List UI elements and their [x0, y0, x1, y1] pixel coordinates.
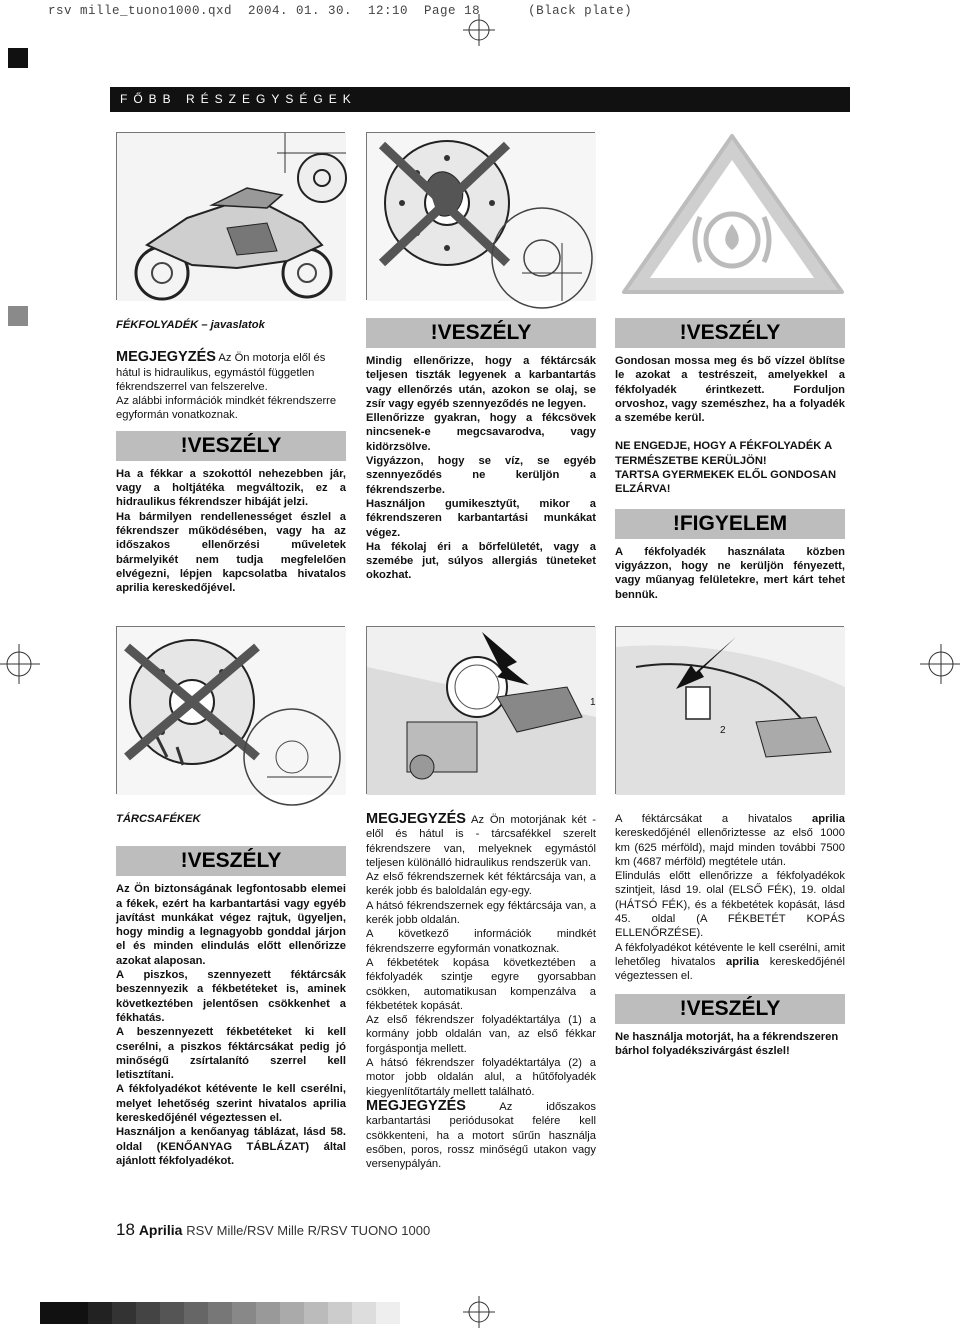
warning-banner: !VESZÉLY [116, 846, 346, 876]
text-run: A fékfolyadékot kétévente le kell cserélni, amit lehetőleg hivatalos [615, 941, 845, 968]
warning-paragraph: Ellenőrizze gyakran, hogy a fékcsövek nincsenek-e megcsavarodva, vagy kidörzsölve. [366, 412, 596, 453]
note-label: MEGJEGYZÉS [366, 1097, 466, 1114]
color-block [8, 48, 28, 68]
front-brake-reservoir-illustration [366, 626, 595, 794]
text-run: kereskedőjénél végeztessen el. [615, 955, 845, 983]
note-text-2: Az alábbi információk mindkét fékrendszerre egyformán vonatkoznak. [116, 395, 337, 422]
print-slug: rsv mille_tuono1000.qxd 2004. 01. 30. 12:10 Page 18 (Black plate) [48, 4, 633, 18]
warning-paragraph: Használjon gumikesztyűt, mikor a fékrendszeren karbantartási munkákat végez. [366, 497, 596, 539]
section-header: FŐBB RÉSZEGYSÉGEK [110, 87, 850, 112]
caution-banner: !FIGYELEM [615, 509, 845, 539]
warning-paragraph: Ne használja motorját, ha a fékrendszeren bárhol folyadékszivárgást észlel! [615, 1030, 839, 1057]
column-2-bottom [366, 812, 596, 1171]
column-1-bottom [116, 812, 346, 1168]
brand-name: aprilia [726, 955, 759, 968]
body-paragraph: A fékbetétek kopása következtében a fékfolyadék szintje egyre gyorsabban csökken, automatikusan kompenzálva a fékbetétek kopását. [366, 956, 596, 1012]
text-run: A féktárcsákat a hivatalos [615, 813, 813, 825]
motorcycle-illustration [116, 132, 345, 300]
caution-paragraph: A fékfolyadék használata közben vigyázzon, hogy ne kerüljön fényezett, vagy műanyag felületekre, mert kárt tehet bennük. [615, 545, 845, 601]
warning-paragraph: Használjon a kenőanyag táblázat, lásd 58. oldal (KENŐANYAG TÁBLÁZAT) által ajánlott fékfolyadékot. [116, 1126, 346, 1167]
column-3-bottom [615, 812, 845, 1058]
warning-paragraph: A beszennyezett fékbetéteket ki kell cserélni, a piszkos féktárcsákat pedig jó minőségű zsírtalanító szerrel kell letisztítani. [116, 1026, 346, 1082]
warning-paragraph: Gondosan mossa meg és bő vízzel öblítse le azokat a testrészeit, amelyekkel a fékfolyadék érintkezett. Forduljon orvoshoz, vagy szemészhez, ha a folyadék a szemébe kerül. [615, 355, 845, 425]
note-text: Az időszakos karbantartási periódusokat felére kell csökkenteni, ha a motort sűrűn használja esőben, poros, rossz minőségű utakon vagy versenypályán. [366, 1100, 596, 1171]
warning-paragraph: Vigyázzon, hogy se víz, se egyéb szennyeződés ne kerüljön a fékrendszerbe. [366, 455, 596, 496]
footer-models: RSV Mille/RSV Mille R/RSV TUONO 1000 [186, 1223, 431, 1238]
body-paragraph [615, 941, 845, 984]
warning-banner: !VESZÉLY [615, 994, 845, 1024]
warning-paragraph: Mindig ellenőrizze, hogy a féktárcsák teljesen tiszták legyenek a karbantartás vagy ellenőrzés után, azokon se olaj, se zsír vagy egyéb szennyeződés ne legyen. [366, 355, 596, 410]
body-paragraph: Az első fékrendszer folyadéktartálya (1) a kormány jobb oldalán van, az első fékkar forgáspontja mellett. [366, 1014, 596, 1055]
warning-paragraph: Ha bármilyen rendellenességet észlel a fékrendszer működésében, vagy ha az időszakos ellenőrzési műveletek bármelyikét nem tudja megfelelően elvégezni, lépjen kapcsolatba hivatalos aprilia kereskedőjével. [116, 510, 346, 595]
page-number: 18 [116, 1220, 135, 1239]
body-paragraph: A hátsó fékrendszer folyadéktartálya (2) a motor jobb oldalán alul, a hűtőfolyadék kiegyenlítőtartály mellett található. [366, 1057, 596, 1098]
warning-caps-paragraph: NE ENGEDJE, HOGY A FÉKFOLYADÉK A TERMÉSZETBE KERÜLJÖN! [615, 440, 832, 467]
section-title-brake-fluid: FÉKFOLYADÉK – javaslatok [116, 319, 265, 331]
warning-paragraph: A fékfolyadékot kétévente le kell cserélni, melyet lehetőség szerint hivatalos aprilia kereskedőjénél végeztessen el. [116, 1083, 346, 1125]
figure-label-1: 1 [590, 697, 596, 708]
note-paragraph [366, 1099, 596, 1171]
body-paragraph: Az első fékrendszernek két féktárcsája van, a kerék jobb és baloldalán egy-egy. [366, 871, 596, 898]
rear-brake-reservoir-illustration [615, 626, 844, 794]
gray-block [8, 306, 28, 326]
warning-caps-paragraph: TARTSA GYERMEKEK ELŐL GONDOSAN ELZÁRVA! [615, 469, 837, 496]
text-run: kereskedőjénél ellenőriztesse az első 1000 km (625 mérföld), majd minden további 7500 km (4687 mérföld) megtétele után. [615, 827, 845, 868]
body-paragraph: A hátsó fékrendszernek egy féktárcsája van, a kerék jobb oldalán. [366, 899, 596, 927]
warning-banner: !VESZÉLY [116, 431, 346, 461]
note-label: MEGJEGYZÉS [366, 811, 466, 827]
warning-paragraph: Az Ön biztonságának legfontosabb elemei a fékek, ezért ha karbantartási vagy egyéb javítást munkákat végez rajtuk, ügyeljen, hogy mindig a legnagyobb gonddal járjon el és minden elindulás előtt ellenőrizze azokat alaposan. [116, 883, 346, 967]
warning-paragraph: Ha fékolaj éri a bőrfelületét, vagy a szemébe jut, súlyos allergiás tüneteket okozhat. [366, 540, 596, 582]
warning-triangle-icon [618, 132, 847, 300]
warning-banner: !VESZÉLY [615, 318, 845, 348]
column-3-top [615, 318, 845, 602]
brake-disc-illustration [366, 132, 595, 300]
body-paragraph: A következő információk mindkét fékrendszerre egyformán vonatkoznak. [366, 928, 596, 955]
body-paragraph [615, 812, 845, 869]
page-footer [116, 1220, 430, 1240]
brake-disc-crossed-illustration [116, 626, 345, 794]
figure-label-2: 2 [720, 725, 726, 736]
note-label: MEGJEGYZÉS [116, 349, 216, 366]
body-paragraph: Elindulás előtt ellenőrizze a fékfolyadékok szintjeit, lásd 19. olal (ELSŐ FÉK), 19. oldal (HÁTSÓ FÉK), és a fékbetétek kopását, lásd 45. oldal (A FÉKBETÉT KOPÁS ELLENŐRZÉSE). [615, 870, 845, 940]
warning-banner: !VESZÉLY [366, 318, 596, 348]
note-paragraph [116, 350, 346, 394]
section-title-disc-brakes: TÁRCSAFÉKEK [116, 813, 201, 825]
warning-paragraph: Ha a fékkar a szokottól nehezebben jár, vagy a holtjátéka megváltozik, ez a hidraulikus fékrendszer hibáját jelzi. [116, 467, 346, 509]
brand-name: aprilia [812, 813, 845, 825]
column-2-top [366, 318, 596, 583]
footer-brand: Aprilia [138, 1222, 183, 1238]
note-text: Az Ön motorjának két - elől és hátul is - tárcsafékkel szerelt fékrendszere van, melyeknek egymástól teljesen különálló hidraulikus rendszerük van. [366, 814, 596, 869]
color-calibration-bar [40, 1302, 400, 1324]
warning-paragraph: A piszkos, szennyezett féktárcsák beszennyezik a fékbetéteket is, aminek következtében jelentősen csökkenhet a fékhatás. [116, 969, 346, 1024]
note-text: Az Ön motorja elől és hátul is hidraulikus, egymástól független fékrendszerrel van felszerelve. [116, 352, 326, 393]
column-1-top [116, 318, 346, 595]
note-paragraph [366, 812, 596, 870]
